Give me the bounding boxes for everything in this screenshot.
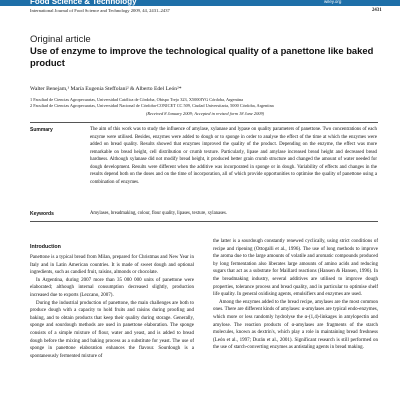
body-column-left (30, 254, 194, 400)
paragraph: the latter is a sourdough constantly renewed cyclically, using strict conditions of recipe and ripening (Ottogalli et al., 1996). The use of long methods to improve the aroma due to the large amounts of volatile and aromatic compounds produced by long fermentation also liberates large amounts of amino acids and reducing sugars that act as a substrate for Maillard reactions (Hansen & Hansen, 1996). In the breadmaking industry, several additives are utilised to improve dough properties, tolerance process and bread quality, and in particular to optimise shelf life quality. In general oxidising agents, emulsifiers and enzymes are used. (213, 239, 378, 298)
divider-bottom (30, 221, 378, 222)
affiliation-2: 2 Facultad de Ciencias Agropecuarias, Universidad Nacional de Córdoba-CONICET CC 509, Ciudad Universitaria, 5000 Córdoba, Argentina (30, 103, 274, 108)
paragraph: Among the enzymes added to the bread recipe, amylases are the most common ones. There are different kinds of amylases: α-amylases are typical endo-enzymes, which more or less randomly hydrolyse the α-(1,4)-linkages in amylopectin and amylose. The reaction products of α-amylases are fragments of the starch molecules, known as dextrin's, which play a role in maintaining bread freshness (León et al., 1997; Durán et al., 2001). Significant research is still performed on the use of starch-converting enzymes as antistaling agents in bread making. (213, 299, 378, 351)
summary-label: Summary (30, 127, 53, 133)
journal-logo: Food Science & Technology (30, 0, 137, 6)
summary-text: The aim of this work was to study the influence of amylase, xylanase and lypase on quality parameters of panettone. Two concentrations of each enzyme were utilised. Besides, enzymes were added to dough or to sponge in order to analyse the effect of the time at which the enzymes were added on bread quality. Results showed that enzymes improved the quality of the product. Depending on the enzyme, the effect was more remarkable on bread height, cell distribution or crumb texture. Particularly, lipase and amylase increased bread height and decreased bread hardness. Although xylanase did not modify bread height, it produced better grain crumb structure and changed the amount of water needed for dough development. Results were different when the additive was incorporated in sponge or in dough. Variability of effects and changes in the results depend both on the doses and on the time of incorporation, all of which provide opportunities to optimise the quality of panettone using a combination of enzymes. (90, 127, 377, 185)
keywords-label: Keywords (30, 211, 54, 217)
paragraph: During the industrial production of panettone, the main challenges are both to produce dough with a capacity to hold fruits and raisins during proofing and baking, and to obtain products that keep their quality during storage. Generally, sponge and sourdough methods are used in panettone elaboration. The sponge consists of a simple mixture of flour, water and yeast, and is added to bread dough before the mixing and baking process as a substitute for yeast. The use of sponge in panettone elaboration enhances the flavour. Sourdough is a spontaneously fermented mixture of (30, 300, 194, 359)
paragraph: Panettone is a typical bread from Milan, prepared for Christmas and New Year in Italy and in Latin American countries. It is made of sweet dough and optional ingredients, such as candied fruit, raisins, almonds or chocolate. (30, 255, 194, 276)
article-type: Original article (30, 34, 91, 45)
journal-citation: International Journal of Food Science and Technology 2009, 44, 2431–2437 (30, 8, 170, 13)
divider-top (30, 122, 378, 123)
page-number: 2431 (372, 8, 382, 13)
keywords-text: Amylases, breadmaking, colour, flour quality, lipases, texture, xylanases. (90, 211, 227, 216)
received-dates: (Received 8 January 2009; Accepted in revised form 18 June 2009) (145, 111, 265, 116)
section-heading-introduction: Introduction (30, 244, 61, 250)
paragraph: In Argentina, during 2007 more than 35 000 000 units of panettone were elaborated; although internal consumption decreased slightly, production increased due to exports (Lezcano, 2007). (30, 277, 194, 298)
article-title: Use of enzyme to improve the technological quality of a panettone like baked product (30, 45, 374, 68)
author-list: Walter Benejam,¹ María Eugenia Steffolani² & Alberto Edel León²* (30, 86, 182, 92)
affiliation-1: 1 Facultad de Ciencias Agropecuarias, Universidad Católica de Córdoba, Obispo Trejo 323, X5000IYG Córdoba, Argentina (30, 97, 244, 102)
journal-url[interactable]: wiley.org (324, 0, 342, 4)
body-column-right (213, 238, 378, 400)
